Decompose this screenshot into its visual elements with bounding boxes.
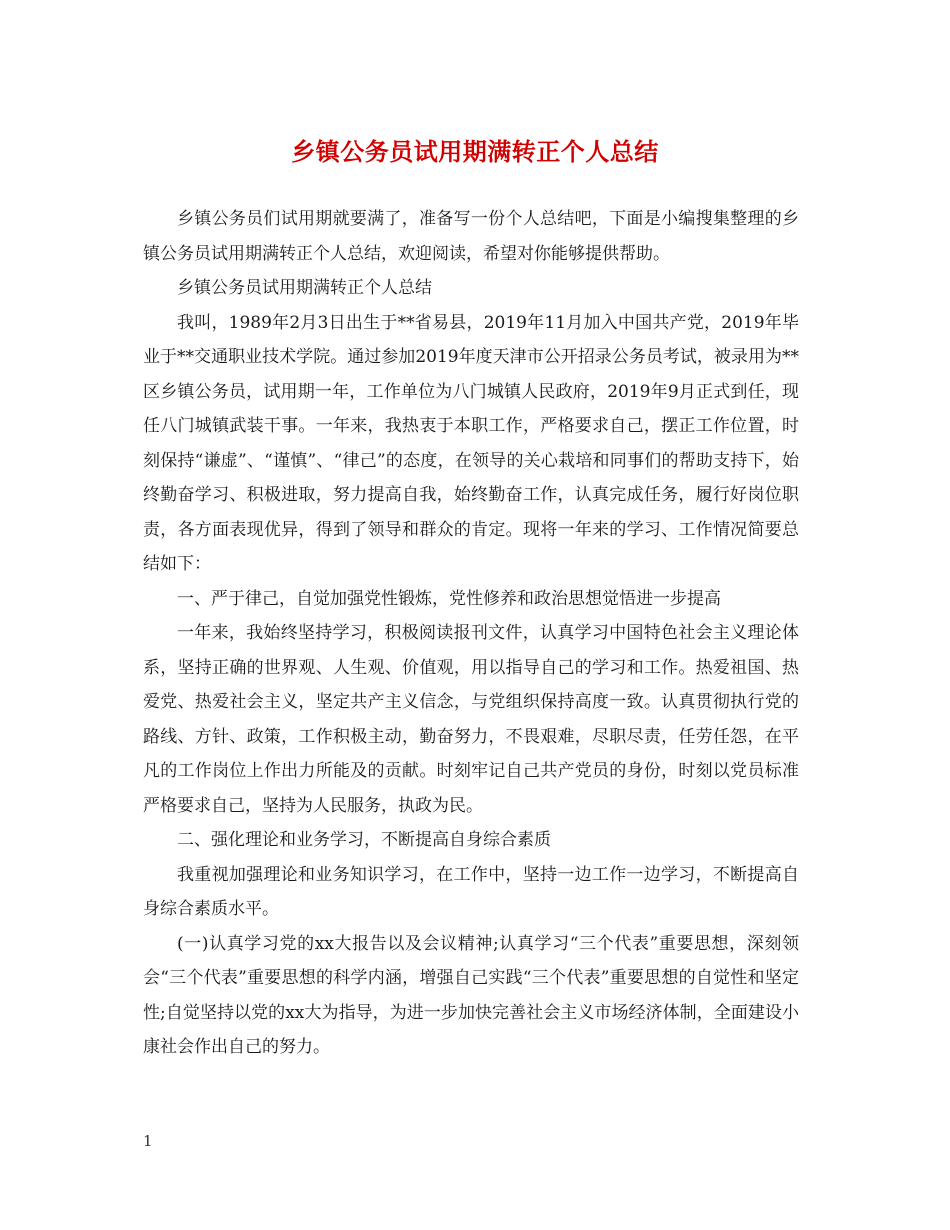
paragraph-section-2-item-1: (一)认真学习党的xx大报告以及会议精神;认真学习“三个代表”重要思想，深刻领会“三个代表”重要思想的科学内涵，增强自己实践“三个代表”重要思想的自觉性和坚定性;自觉坚持以党的xx大为指导，为进一步加快完善社会主义市场经济体制，全面建设小康社会作出自己的努力。 <box>143 933 799 1057</box>
paragraph-section-2: 我重视加强理论和业务知识学习，在工作中，坚持一边工作一边学习，不断提高自身综合素质水平。 <box>143 864 799 919</box>
paragraph-section-1: 一年来，我始终坚持学习，积极阅读报刊文件，认真学习中国特色社会主义理论体系，坚持正确的世界观、人生观、价值观，用以指导自己的学习和工作。热爱祖国、热爱党、热爱社会主义，坚定共产主义信念，与党组织保持高度一致。认真贯彻执行党的路线、方针、政策，工作积极主动，勤奋努力，不畏艰难，尽职尽责，任劳任怨，在平凡的工作岗位上作出力所能及的贡献。时刻牢记自己共产党员的身份，时刻以党员标准严格要求自己，坚持为人民服务，执政为民。 <box>143 623 799 816</box>
section-heading-1: 一、严于律己，自觉加强党性锻炼，党性修养和政治思想觉悟进一步提高 <box>177 588 721 609</box>
document-title: 乡镇公务员试用期满转正个人总结 <box>291 137 659 166</box>
paragraph-subtitle: 乡镇公务员试用期满转正个人总结 <box>177 278 432 298</box>
paragraph-self-introduction: 我叫，1989年2月3日出生于**省易县，2019年11月加入中国共产党，2019年毕业于**交通职业技术学院。通过参加2019年度天津市公开招录公务员考试，被录用为**区乡镇公务员，试用期一年，工作单位为八门城镇人民政府，2019年9月正式到任，现任八门城镇武装干事。一年来，我热衷于本职工作，严格要求自己，摆正工作位置，时刻保持“谦虚”、“谨慎”、“律己”的态度，在领导的关心栽培和同事们的帮助支持下，始终勤奋学习、积极进取，努力提高自我，始终勤奋工作，认真完成任务，履行好岗位职责，各方面表现优异，得到了领导和群众的肯定。现将一年来的学习、工作情况简要总结如下： <box>143 312 799 574</box>
section-heading-2: 二、强化理论和业务学习，不断提高自身综合素质 <box>177 830 551 850</box>
document-body <box>143 202 799 1065</box>
page-number: 1 <box>143 1132 153 1150</box>
paragraph-intro: 乡镇公务员们试用期就要满了，准备写一份个人总结吧，下面是小编搜集整理的乡镇公务员试用期满转正个人总结，欢迎阅读，希望对你能够提供帮助。 <box>143 209 799 264</box>
